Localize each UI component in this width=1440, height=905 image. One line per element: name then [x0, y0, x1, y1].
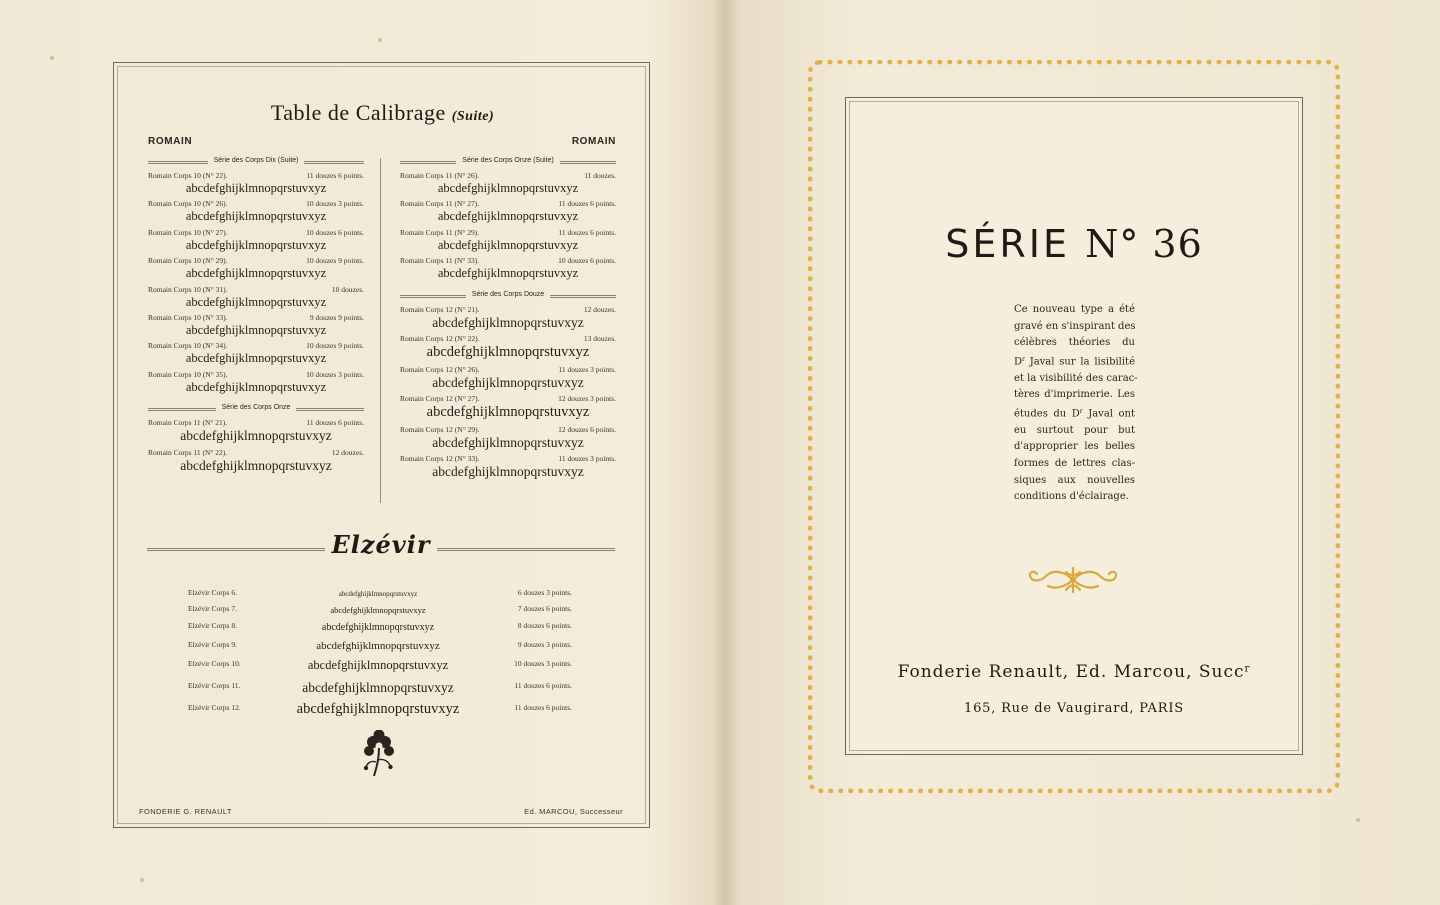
entry-meta [148, 448, 364, 457]
entry-meta [148, 418, 364, 427]
elzevir-label: Elzévir Corps 7. [188, 604, 237, 613]
entries-list [400, 171, 616, 281]
elzevir-row [188, 637, 578, 651]
entry-label: Romain Corps 10 (N° 26). [148, 199, 228, 209]
entry-label: Romain Corps 10 (N° 35). [148, 369, 228, 379]
elzevir-sample: abcdefghijklmnopqrstuvxyz [330, 605, 426, 616]
entry-meta [148, 199, 364, 208]
entry-size: 10 douzes 3 points. [306, 199, 364, 209]
entry-label: Romain Corps 11 (N° 26). [400, 171, 480, 180]
elzevir-label: Elzévir Corps 10. [188, 659, 241, 668]
description-paragraph [1014, 302, 1138, 506]
entry-label: Romain Corps 11 (N° 22). [148, 447, 228, 457]
entry-sample: abcdefghijklmnopqrstuvxyz [426, 404, 590, 421]
entry-size: 11 douzes 6 points. [306, 171, 364, 180]
entry-sample: abcdefghijklmnopqrstuvxyz [185, 322, 327, 337]
calibrage-entry [400, 199, 616, 223]
serie-title [845, 222, 1303, 266]
entry-label: Romain Corps 10 (N° 33). [148, 312, 228, 322]
entry-size: 10 douzes 3 points. [306, 369, 364, 379]
calibrage-entry [148, 171, 364, 195]
romain-left-column [148, 136, 364, 473]
elzevir-sample: abcdefghijklmnopqrstuvxyz [302, 679, 454, 695]
entry-size: 13 douzes. [583, 334, 616, 344]
entry-meta [400, 171, 616, 180]
blurb-line: formes de lettres clas- [1014, 457, 1135, 469]
entry-label: Romain Corps 12 (N° 29). [400, 424, 480, 434]
blurb-line: $D^r$ Javal sur la lisibilité [1014, 355, 1135, 368]
entry-size: 10 douzes 6 points. [558, 256, 616, 266]
entry-label: Romain Corps 10 (N° 31). [148, 284, 228, 294]
entry-size: 10 douzes 6 points. [306, 227, 364, 237]
clover-icon [362, 730, 396, 778]
entry-sample: abcdefghijklmnopqrstuvxyz [180, 457, 332, 473]
entry-label: Romain Corps 12 (N° 22). [400, 334, 480, 344]
elzevir-size: 7 douzes 6 points. [517, 604, 572, 613]
calibrage-entry [400, 228, 616, 252]
elzevir-sample: abcdefghijklmnopqrstuvxyz [296, 701, 460, 718]
entry-label: Romain Corps 12 (N° 26). [400, 364, 480, 374]
entry-label: Romain Corps 11 (N° 27). [400, 199, 480, 209]
entry-sample: abcdefghijklmnopqrstuvxyz [432, 434, 584, 450]
elzevir-sample: abcdefghijklmnopqrstuvxyz [316, 639, 440, 652]
paper-speck [378, 38, 382, 42]
blurb-line: siques aux nouvelles [1014, 474, 1135, 486]
foundry-name [845, 662, 1303, 682]
footer-left: FONDERIE G. RENAULT [139, 807, 232, 816]
elzevir-size: 11 douzes 6 points. [514, 681, 572, 690]
calibrage-entry [148, 313, 364, 337]
series-heading: Série des Corps Onze [148, 404, 364, 414]
elzevir-heading [147, 530, 615, 560]
entry-size: 11 douzes 3 points. [558, 454, 616, 464]
elzevir-title: Elzévir [331, 530, 431, 559]
entry-meta [148, 228, 364, 237]
entry-meta [400, 334, 616, 343]
elzevir-row [188, 601, 578, 615]
elzevir-row [188, 656, 578, 673]
entry-sample: abcdefghijklmnopqrstuvxyz [185, 209, 327, 224]
entry-size: 10 douzes 9 points. [306, 341, 364, 351]
calibrage-entry [400, 365, 616, 391]
blurb-line: tères d'imprimerie. Les [1014, 389, 1135, 401]
entry-meta [148, 313, 364, 322]
entry-size: 12 douzes 3 points. [558, 394, 616, 404]
entry-sample: abcdefghijklmnopqrstuvxyz [437, 181, 579, 195]
series-heading: Série des Corps Dix (Suite) [148, 157, 364, 167]
romain-right-column [400, 136, 616, 480]
entry-size: 10 douzes. [331, 284, 364, 294]
elzevir-size: 10 douzes 3 points. [514, 659, 572, 668]
entry-sample: abcdefghijklmnopqrstuvxyz [185, 351, 327, 366]
entry-meta [400, 454, 616, 463]
entry-meta [400, 199, 616, 208]
entry-size: 12 douzes. [583, 304, 616, 314]
calibrage-entry [148, 256, 364, 280]
entry-label: Romain Corps 12 (N° 27). [400, 394, 480, 404]
entry-size: 12 douzes. [331, 447, 364, 457]
column-header: ROMAIN [571, 136, 616, 147]
elzevir-row [188, 618, 578, 632]
column-divider [380, 158, 381, 503]
paper-speck [140, 878, 144, 882]
entry-meta [400, 228, 616, 237]
entry-sample: abcdefghijklmnopqrstuvxyz [185, 266, 327, 281]
paper-speck [1356, 818, 1360, 822]
entry-sample: abcdefghijklmnopqrstuvxyz [185, 294, 327, 309]
calibrage-entry [148, 228, 364, 252]
elzevir-size: 9 douzes 3 points. [517, 640, 572, 649]
entry-size: 11 douzes 3 points. [558, 364, 616, 374]
serie-word: SÉRIE [945, 222, 1070, 266]
entry-meta [148, 285, 364, 294]
blurb-line: célèbres théories du [1014, 337, 1135, 349]
entry-sample: abcdefghijklmnopqrstuvxyz [437, 266, 579, 281]
series-heading: Série des Corps Douze [400, 291, 616, 301]
table-title-text: Table de Calibrage [270, 100, 446, 125]
blurb-line: et la visibilité des carac- [1014, 372, 1138, 384]
entry-meta [148, 171, 364, 180]
entry-meta [148, 341, 364, 350]
foundry-address: 165, Rue de Vaugirard, PARIS [964, 701, 1184, 716]
calibrage-entry [148, 285, 364, 309]
entry-meta [148, 256, 364, 265]
entry-label: Romain Corps 10 (N° 34). [148, 341, 228, 351]
entry-label: Romain Corps 11 (N° 21). [148, 418, 228, 427]
entry-size: 9 douzes 9 points. [309, 312, 364, 322]
entry-label: Romain Corps 11 (N° 29). [400, 227, 480, 237]
blurb-line: Ce nouveau type a été [1014, 304, 1135, 315]
foundry-name-text: Fonderie Renault, Ed. Marcou, Succ$^r$ [897, 662, 1251, 682]
entry-meta [148, 370, 364, 379]
floral-ornament-icon [1026, 564, 1120, 596]
entry-size: 11 douzes 6 points. [558, 199, 616, 209]
serie-number: N° 36 [1085, 222, 1203, 266]
entry-meta [400, 256, 616, 265]
entry-sample: abcdefghijklmnopqrstuvxyz [185, 181, 327, 195]
entry-sample: abcdefghijklmnopqrstuvxyz [432, 314, 584, 330]
elzevir-label: Elzévir Corps 8. [188, 621, 237, 630]
elzevir-label: Elzévir Corps 12. [188, 703, 241, 712]
elzevir-size: 8 douzes 6 points. [517, 621, 572, 630]
paper-speck [50, 56, 54, 60]
blurb-line: gravé en s'inspirant des [1014, 320, 1136, 332]
entry-size: 11 douzes. [584, 171, 616, 180]
calibrage-entry [400, 171, 616, 195]
entry-meta [400, 394, 616, 403]
blurb-line: eu surtout pour but [1014, 424, 1135, 436]
footer-right: Ed. MARCOU, Successeur [524, 807, 623, 816]
entry-sample: abcdefghijklmnopqrstuvxyz [180, 428, 332, 443]
entry-size: 10 douzes 9 points. [306, 256, 364, 266]
blurb-line: conditions d'éclairage. [1014, 491, 1129, 503]
table-title-suffix: (Suite) [451, 109, 495, 124]
entry-label: Romain Corps 12 (N° 21). [400, 304, 480, 314]
entry-size: 12 douzes 6 points. [558, 424, 616, 434]
calibrage-entry [400, 334, 616, 361]
elzevir-label: Elzévir Corps 6. [188, 588, 237, 597]
entry-size: 11 douzes 6 points. [558, 227, 616, 237]
elzevir-label: Elzévir Corps 9. [188, 640, 237, 649]
entry-label: Romain Corps 10 (N° 29). [148, 256, 228, 266]
entries-list [148, 418, 364, 473]
series-heading: Série des Corps Onze (Suite) [400, 157, 616, 167]
entry-sample: abcdefghijklmnopqrstuvxyz [185, 237, 327, 252]
entry-sample: abcdefghijklmnopqrstuvxyz [437, 209, 579, 224]
page-title [0, 100, 765, 126]
blurb-line: d'approprier les belles [1014, 441, 1135, 453]
calibrage-entry [148, 370, 364, 394]
calibrage-entry [148, 199, 364, 223]
entry-label: Romain Corps 12 (N° 33). [400, 454, 480, 464]
entry-size: 11 douzes 6 points. [306, 418, 364, 427]
calibrage-entry [400, 394, 616, 421]
calibrage-entry [148, 341, 364, 365]
entry-sample: abcdefghijklmnopqrstuvxyz [432, 464, 584, 480]
entry-sample: abcdefghijklmnopqrstuvxyz [437, 237, 579, 252]
calibrage-entry [400, 454, 616, 480]
elzevir-size: 6 douzes 3 points. [517, 588, 572, 597]
elzevir-label: Elzévir Corps 11. [188, 681, 241, 690]
entry-label: Romain Corps 11 (N° 33). [400, 256, 480, 266]
elzevir-sample: abcdefghijklmnopqrstuvxyz [338, 590, 418, 599]
calibrage-entry [148, 418, 364, 444]
elzevir-sample: abcdefghijklmnopqrstuvxyz [321, 621, 435, 633]
entries-list [400, 305, 616, 480]
entry-sample: abcdefghijklmnopqrstuvxyz [426, 344, 590, 361]
elzevir-row [188, 678, 578, 695]
calibrage-entry [400, 256, 616, 280]
elzevir-sample: abcdefghijklmnopqrstuvxyz [307, 658, 449, 673]
entry-sample: abcdefghijklmnopqrstuvxyz [432, 374, 584, 390]
entries-list [148, 171, 364, 394]
calibrage-entry [400, 425, 616, 451]
entry-meta [400, 305, 616, 314]
elzevir-size: 11 douzes 6 points. [514, 703, 572, 712]
entry-meta [400, 365, 616, 374]
entry-meta [400, 425, 616, 434]
column-header: ROMAIN [148, 136, 193, 147]
calibrage-entry [148, 448, 364, 474]
entry-sample: abcdefghijklmnopqrstuvxyz [185, 379, 327, 394]
elzevir-row [188, 700, 578, 718]
calibrage-entry [400, 305, 616, 331]
entry-label: Romain Corps 10 (N° 27). [148, 227, 228, 237]
blurb-line: études du $D^r$ Javal ont [1014, 407, 1135, 420]
entry-label: Romain Corps 10 (N° 22). [148, 171, 228, 180]
elzevir-row [188, 585, 578, 599]
